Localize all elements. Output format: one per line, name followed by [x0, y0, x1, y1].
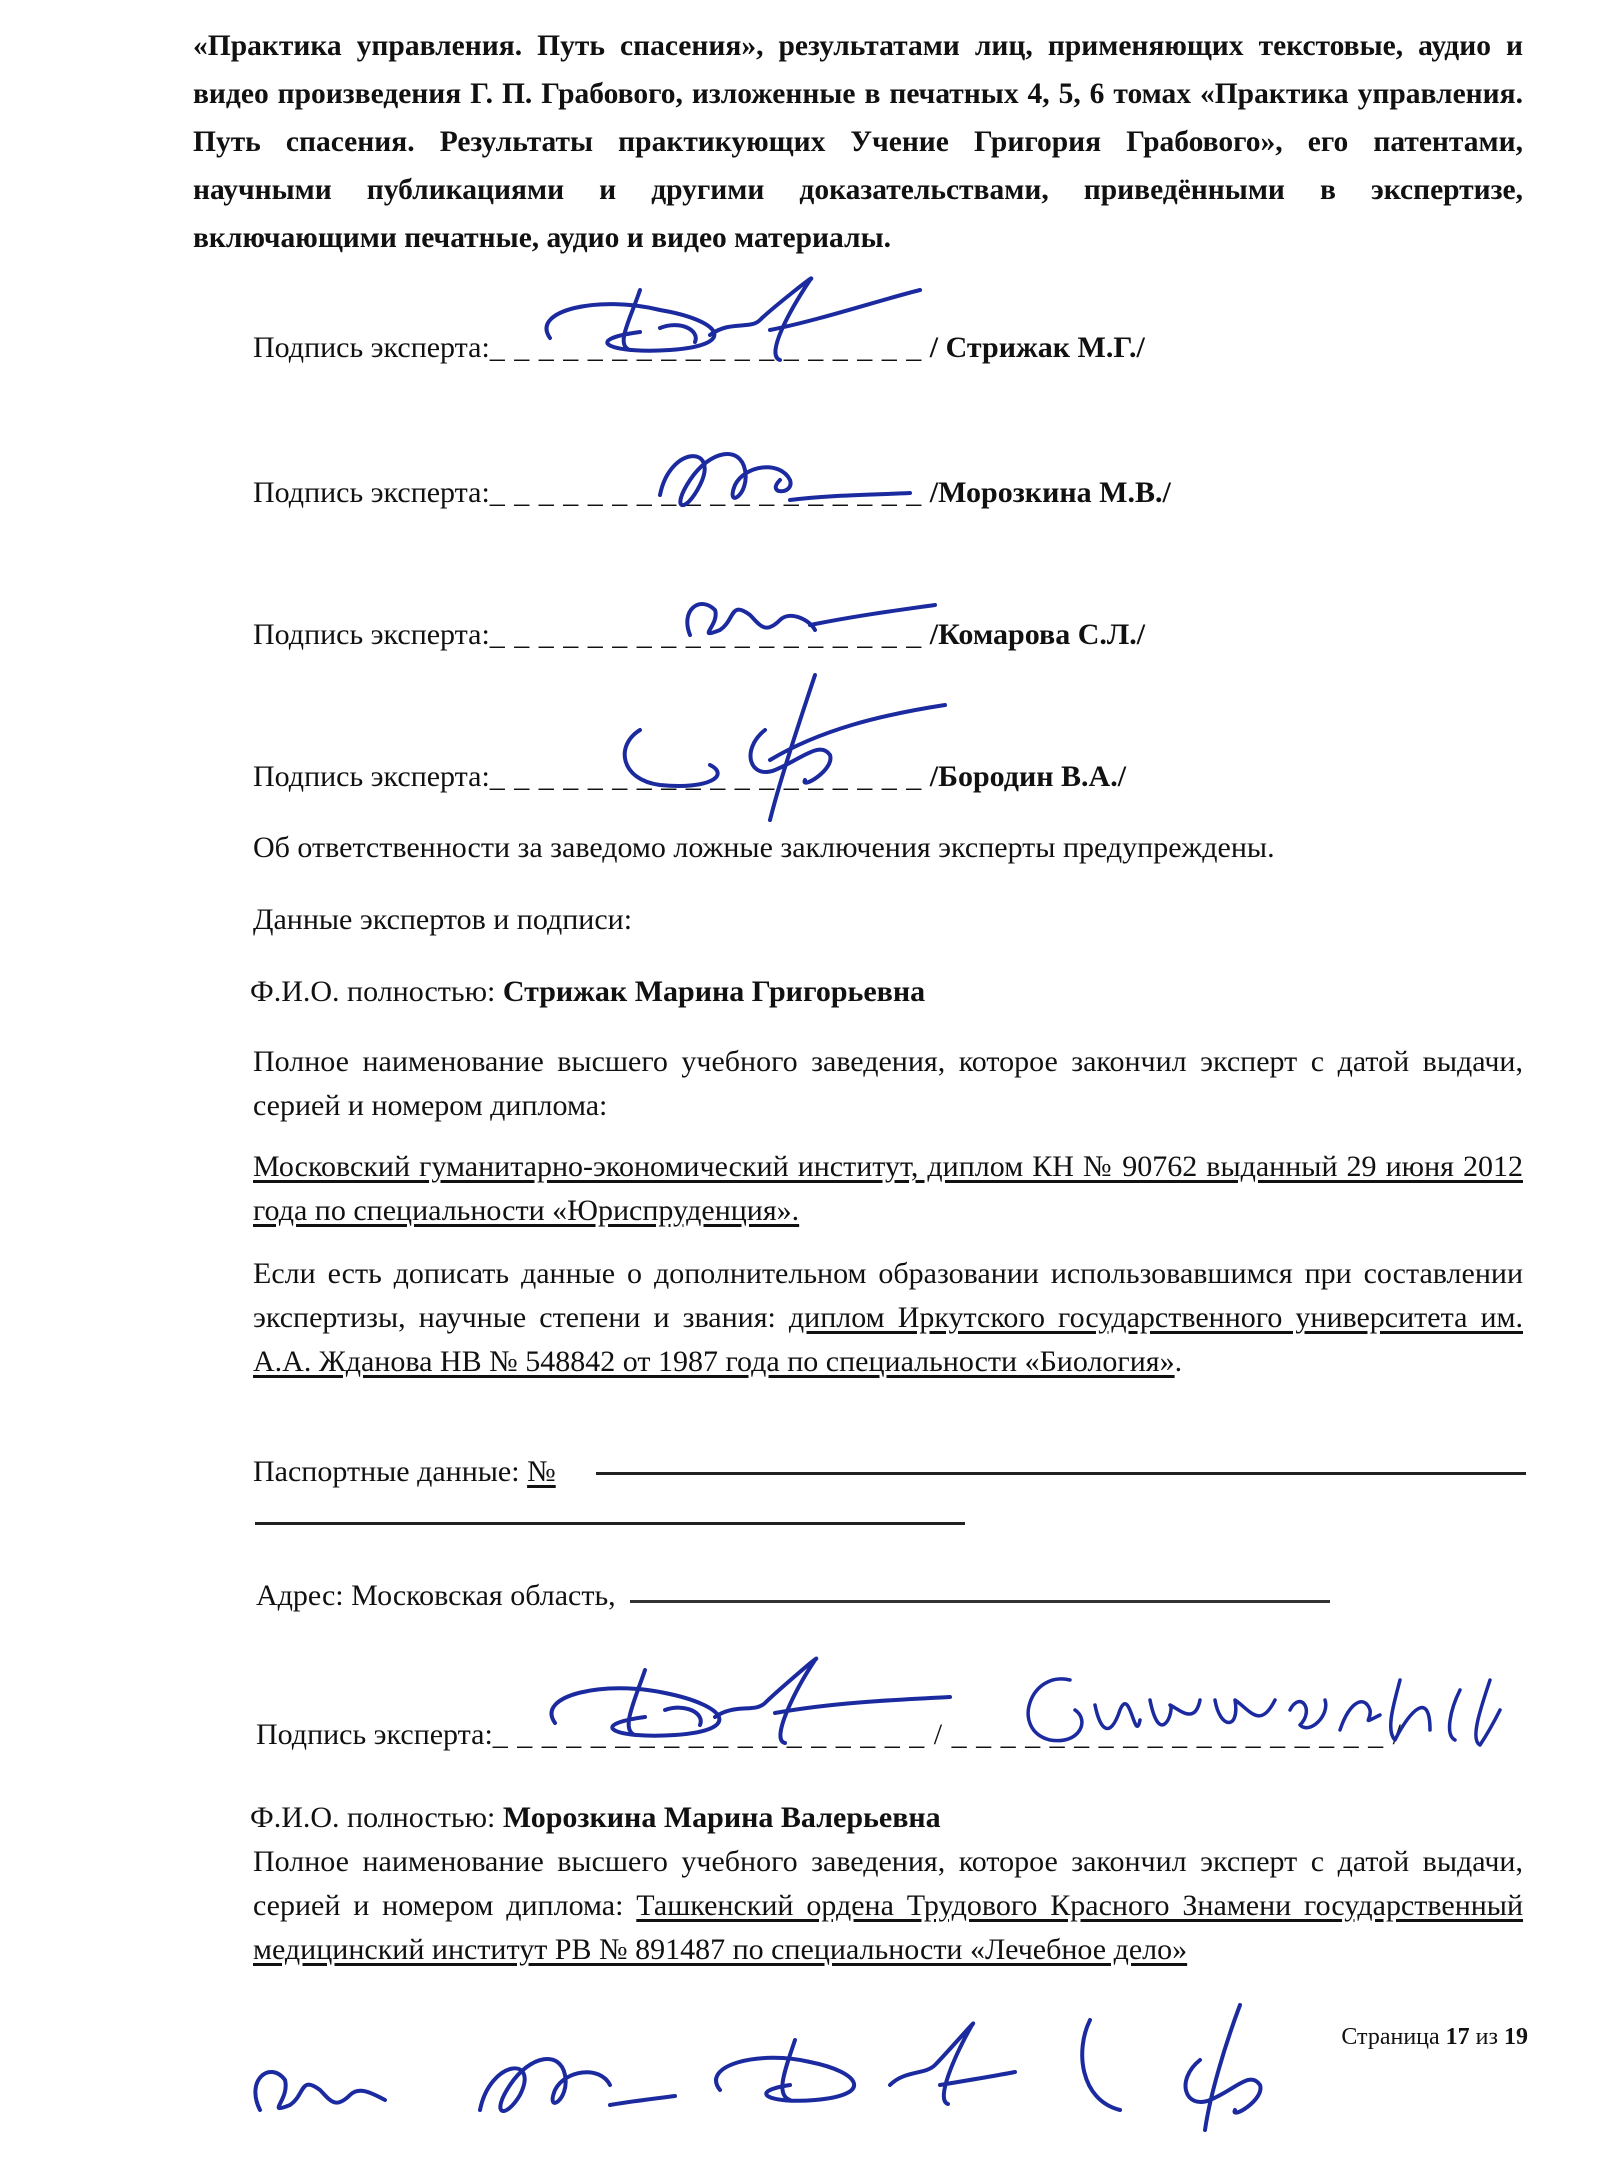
redaction-line	[255, 1522, 965, 1525]
warning-text: Об ответственности за заведомо ложные заключения эксперты предупреждены.	[253, 831, 1275, 864]
expert-name: / Стрижак М.Г./	[929, 331, 1145, 364]
signature-label: Подпись эксперта:	[253, 331, 490, 364]
extra-end: .	[1174, 1345, 1183, 1378]
expert2-fio	[250, 1798, 941, 1838]
signature-borodin-mark	[600, 660, 960, 840]
signature-label: Подпись эксперта:	[253, 476, 490, 509]
data-heading: Данные экспертов и подписи:	[253, 903, 633, 936]
passport-value: №	[527, 1455, 556, 1488]
edu-value: Ташкенский ордена Трудового Красного Знамени государственный медицинский институт РВ № 891487 по специальности «Лечебное дело»	[253, 1889, 1524, 1966]
expert1-edu-label: Полное наименование высшего учебного заведения, которое закончил эксперт с датой выдачи, серией и номером диплома:	[253, 1045, 1523, 1122]
signature-bottom-borodin	[1060, 1990, 1300, 2140]
signature-dashes: _ _ _ _ _ _ _ _ _ _ _ _ _ _ _ _ _ _	[489, 618, 923, 651]
signature-bottom-strizhak	[690, 2000, 1020, 2130]
signature-label: Подпись эксперта:	[253, 760, 490, 793]
signature-strizhak-mark	[520, 250, 940, 390]
redaction-line	[596, 1472, 1526, 1475]
expert-name: /Бородин В.А./	[929, 760, 1127, 793]
footer-total: 19	[1504, 2024, 1528, 2050]
signature-strizhak-handwritten-name	[1000, 1650, 1540, 1760]
signature-dashes: _ _ _ _ _ _ _ _ _ _ _ _ _ _ _ _ _ _	[489, 760, 923, 793]
intro-paragraph: «Практика управления. Путь спасения», результатами лиц, применяющих текстовые, аудио и видео произведения Г. П. Грабового, изложенные в печатных 4, 5, 6 томах «Практика управления. Путь спасения. Результаты практикующих Учение Григория Грабового», его патентами, научными публикациями и другими доказательствами, приведёнными в экспертизе, включающими печатные, аудио и видео материалы.	[193, 30, 1523, 254]
footer-page: 17	[1445, 2024, 1470, 2050]
signature-dashes: _ _ _ _ _ _ _ _ _ _ _ _ _ _ _ _ _ _ / _ _ _ _ _ _ _ _ _ _ _ _ _ _ _ _ _ _ /	[492, 1718, 1402, 1751]
expert2-education	[253, 1840, 1523, 1972]
signature-dashes: _ _ _ _ _ _ _ _ _ _ _ _ _ _ _ _ _ _	[489, 331, 923, 364]
edu-label: Полное наименование высшего учебного заведения, которое закончил эксперт с датой выдачи, серией и номером диплома:	[253, 1845, 1523, 1922]
footer-middle: из	[1469, 2024, 1504, 2050]
signature-komarova-mark	[660, 580, 940, 650]
expert1-edu-value: Московский гуманитарно-экономический институт, диплом КН № 90762 выданный 29 июня 2012 года по специальности «Юриспруденция».	[253, 1150, 1523, 1227]
passport-label: Паспортные данные:	[253, 1455, 528, 1488]
page-footer	[1341, 2024, 1528, 2051]
fio-label: Ф.И.О. полностью:	[250, 975, 503, 1008]
footer-prefix: Страница	[1341, 2024, 1446, 2050]
signature-label: Подпись эксперта:	[253, 618, 490, 651]
expert-name: /Комарова С.Л./	[929, 618, 1146, 651]
expert2-full-name: Морозкина Марина Валерьевна	[502, 1801, 941, 1834]
expert-name: /Морозкина М.В./	[929, 476, 1171, 509]
signature-morozkina-mark	[640, 425, 940, 535]
redaction-line	[630, 1600, 1330, 1603]
expert1-full-name: Стрижак Марина Григорьевна	[502, 975, 926, 1008]
signature-strizhak-final-mark	[520, 1625, 960, 1775]
signature-dashes: _ _ _ _ _ _ _ _ _ _ _ _ _ _ _ _ _ _	[489, 476, 923, 509]
extra-value: диплом Иркутского государственного университета им. А.А. Жданова НВ № 548842 от 1987 года по специальности «Биология»	[253, 1301, 1523, 1378]
expert1-extra-education	[253, 1252, 1523, 1384]
expert1-address: Адрес: Московская область,	[256, 1579, 616, 1612]
extra-label: Если есть дописать данные о дополнительном образовании использовавшимся при составлении экспертизы, научные степени и звания:	[253, 1257, 1523, 1334]
expert1-fio	[250, 972, 925, 1012]
expert1-passport	[253, 1452, 556, 1492]
signature-bottom-komarova	[220, 2040, 420, 2130]
fio-label: Ф.И.О. полностью:	[250, 1801, 503, 1834]
signature-label: Подпись эксперта:	[256, 1718, 493, 1751]
signature-bottom-morozkina	[460, 2020, 680, 2130]
